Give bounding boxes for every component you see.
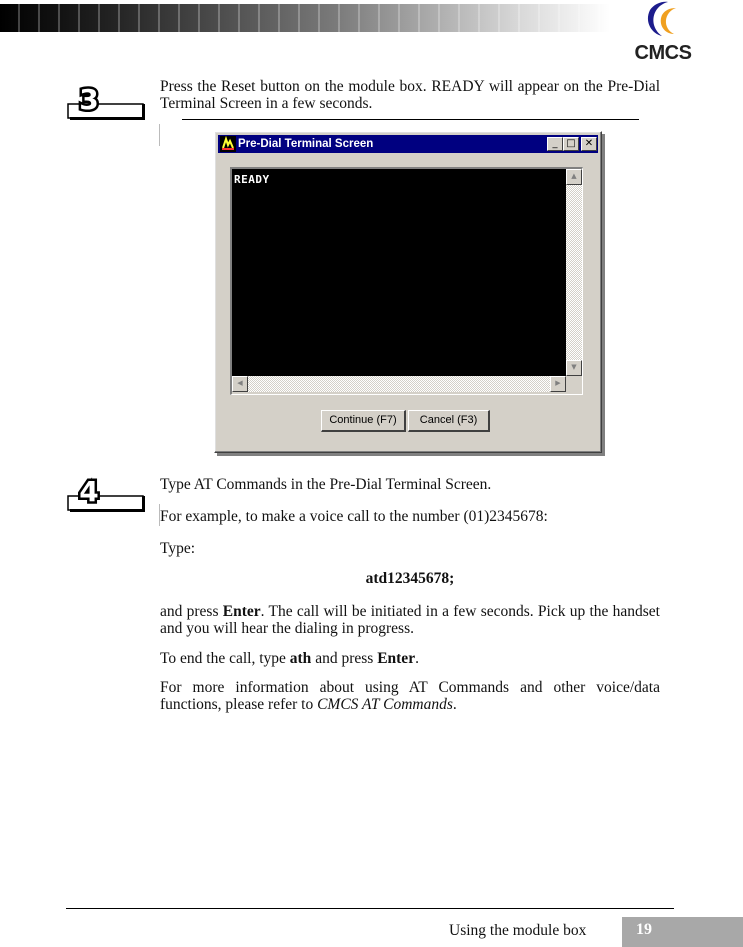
footer-rule — [66, 908, 674, 909]
command-example: atd12345678; — [365, 570, 455, 587]
maximize-button[interactable]: □ — [563, 137, 579, 151]
example-text: For example, to make a voice call to the number (01)2345678: — [160, 508, 548, 525]
scrollbar-corner — [566, 376, 582, 392]
window-titlebar — [218, 135, 598, 153]
step-3-number: 3 — [79, 83, 99, 116]
enter-instruction: and press Enter. The call will be initiated in a few seconds. Pick up the handset and you will hear the dialing in progress. — [160, 603, 660, 637]
end-call-instruction: To end the call, type ath and press Enter. — [160, 650, 419, 667]
logo-text: CMCS — [634, 42, 692, 64]
step-4-intro: Type AT Commands in the Pre-Dial Terminal Screen. — [160, 476, 492, 493]
pre-dial-terminal-window — [214, 131, 602, 453]
margin-mark — [159, 124, 160, 146]
scroll-right-arrow-icon[interactable]: ▶ — [550, 376, 566, 392]
ath-command-text: ath — [289, 650, 312, 667]
terminal-output: READY — [234, 173, 270, 186]
terminal-area[interactable] — [230, 167, 583, 395]
header-gradient-bar — [0, 4, 610, 32]
scroll-down-arrow-icon[interactable]: ▼ — [566, 360, 582, 376]
enter-key-text: Enter — [377, 650, 416, 667]
crescent-logo-icon — [628, 0, 698, 44]
scroll-left-arrow-icon[interactable]: ◀ — [232, 376, 248, 392]
step-3-text: Press the Reset button on the module box. READY will appear on the Pre-Dial Terminal Screen in a few seconds. — [160, 78, 660, 112]
divider-line — [182, 119, 639, 120]
scroll-up-arrow-icon[interactable]: ▲ — [566, 169, 582, 185]
step-4-number: 4 — [79, 475, 99, 508]
close-button[interactable]: ✕ — [581, 137, 597, 151]
continue-button[interactable]: Continue (F7) — [321, 410, 406, 432]
at-commands-reference: CMCS AT Commands — [317, 696, 453, 713]
page-number: 19 — [636, 921, 652, 938]
terminal-screen[interactable] — [232, 169, 566, 376]
window-title: Pre-Dial Terminal Screen — [238, 138, 374, 150]
step-3-marker — [67, 84, 145, 120]
page-number-box — [622, 917, 743, 947]
footer-section-title: Using the module box — [449, 922, 587, 939]
cmcs-logo — [628, 0, 698, 68]
app-icon — [220, 136, 236, 152]
step-4-marker — [67, 476, 145, 512]
type-label: Type: — [160, 540, 196, 557]
more-info-text: For more information about using AT Commands and other voice/data functions, please refer to CMCS AT Commands. — [160, 679, 660, 713]
cancel-button[interactable]: Cancel (F3) — [408, 410, 490, 432]
minimize-button[interactable]: _ — [547, 137, 563, 151]
enter-key-text: Enter — [222, 603, 261, 620]
vertical-scrollbar[interactable] — [566, 169, 582, 376]
horizontal-scrollbar[interactable] — [232, 376, 566, 392]
